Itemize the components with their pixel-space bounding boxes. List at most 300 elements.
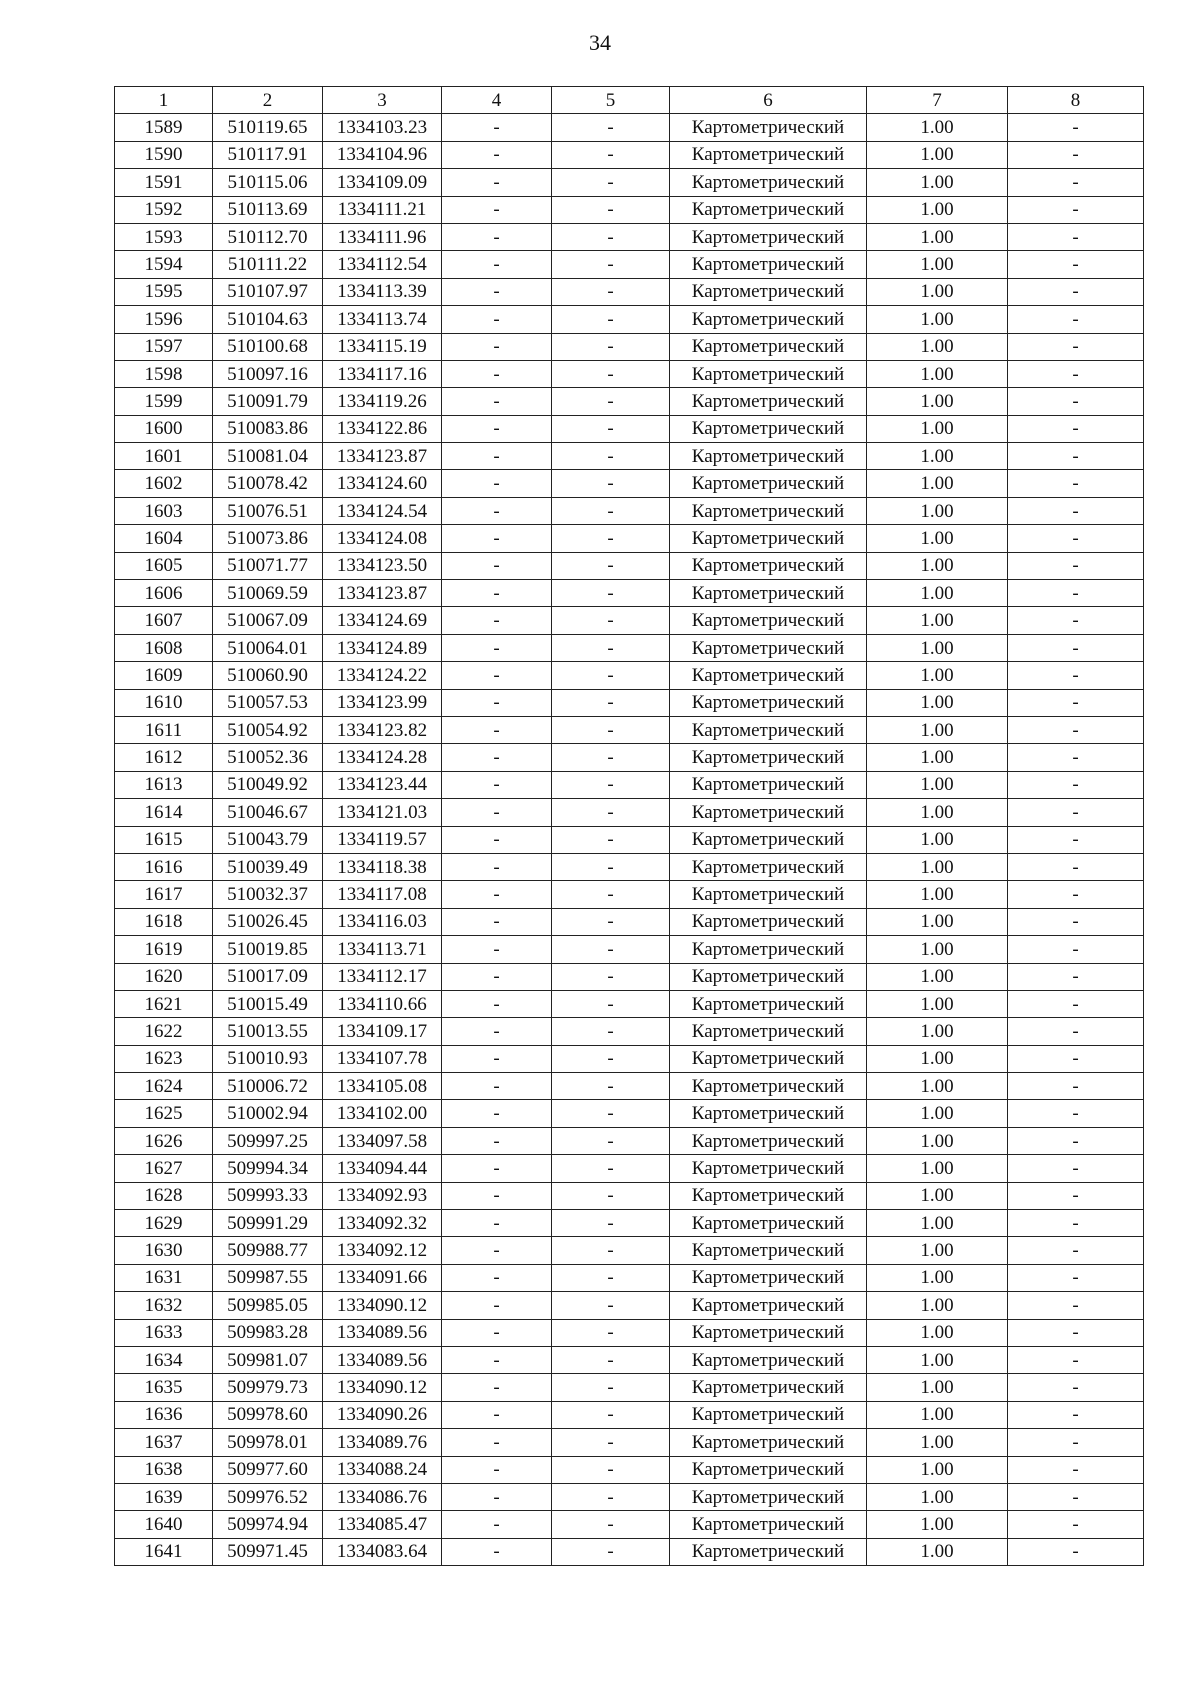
column-5-cell: - (552, 1401, 670, 1428)
method-cell: Картометрический (670, 251, 867, 278)
y-coordinate-cell: 1334113.71 (323, 936, 442, 963)
y-coordinate-cell: 1334089.56 (323, 1319, 442, 1346)
table-row (115, 1456, 1144, 1483)
x-coordinate-cell: 509971.45 (213, 1538, 323, 1565)
accuracy-cell: 1.00 (867, 1045, 1008, 1072)
accuracy-cell: 1.00 (867, 251, 1008, 278)
column-8-cell: - (1008, 388, 1144, 415)
column-4-cell: - (442, 360, 552, 387)
method-cell: Картометрический (670, 744, 867, 771)
accuracy-cell: 1.00 (867, 497, 1008, 524)
column-4-cell: - (442, 607, 552, 634)
y-coordinate-cell: 1334124.08 (323, 525, 442, 552)
column-4-cell: - (442, 1374, 552, 1401)
column-5-cell: - (552, 1127, 670, 1154)
column-8-cell: - (1008, 799, 1144, 826)
column-header: 2 (213, 87, 323, 114)
y-coordinate-cell: 1334118.38 (323, 853, 442, 880)
method-cell: Картометрический (670, 580, 867, 607)
table-row (115, 497, 1144, 524)
accuracy-cell: 1.00 (867, 1511, 1008, 1538)
x-coordinate-cell: 510015.49 (213, 990, 323, 1017)
column-5-cell: - (552, 470, 670, 497)
accuracy-cell: 1.00 (867, 1018, 1008, 1045)
y-coordinate-cell: 1334115.19 (323, 333, 442, 360)
table-row (115, 744, 1144, 771)
column-5-cell: - (552, 114, 670, 141)
column-4-cell: - (442, 470, 552, 497)
column-4-cell: - (442, 1429, 552, 1456)
table-row (115, 333, 1144, 360)
y-coordinate-cell: 1334092.32 (323, 1210, 442, 1237)
point-number-cell: 1591 (115, 169, 213, 196)
y-coordinate-cell: 1334123.87 (323, 443, 442, 470)
point-number-cell: 1601 (115, 443, 213, 470)
x-coordinate-cell: 510060.90 (213, 662, 323, 689)
column-4-cell: - (442, 799, 552, 826)
column-5-cell: - (552, 1073, 670, 1100)
column-5-cell: - (552, 1483, 670, 1510)
method-cell: Картометрический (670, 689, 867, 716)
x-coordinate-cell: 510076.51 (213, 497, 323, 524)
accuracy-cell: 1.00 (867, 689, 1008, 716)
x-coordinate-cell: 510067.09 (213, 607, 323, 634)
column-8-cell: - (1008, 607, 1144, 634)
method-cell: Картометрический (670, 1237, 867, 1264)
method-cell: Картометрический (670, 1127, 867, 1154)
y-coordinate-cell: 1334124.54 (323, 497, 442, 524)
y-coordinate-cell: 1334119.26 (323, 388, 442, 415)
column-5-cell: - (552, 607, 670, 634)
method-cell: Картометрический (670, 169, 867, 196)
accuracy-cell: 1.00 (867, 1182, 1008, 1209)
x-coordinate-cell: 509974.94 (213, 1511, 323, 1538)
accuracy-cell: 1.00 (867, 196, 1008, 223)
method-cell: Картометрический (670, 1100, 867, 1127)
column-4-cell: - (442, 1319, 552, 1346)
point-number-cell: 1638 (115, 1456, 213, 1483)
method-cell: Картометрический (670, 1073, 867, 1100)
column-4-cell: - (442, 443, 552, 470)
point-number-cell: 1634 (115, 1346, 213, 1373)
accuracy-cell: 1.00 (867, 525, 1008, 552)
column-4-cell: - (442, 1155, 552, 1182)
y-coordinate-cell: 1334091.66 (323, 1264, 442, 1291)
table-row (115, 470, 1144, 497)
column-5-cell: - (552, 360, 670, 387)
table-row (115, 1237, 1144, 1264)
column-8-cell: - (1008, 908, 1144, 935)
x-coordinate-cell: 510112.70 (213, 223, 323, 250)
table-row (115, 826, 1144, 853)
table-row (115, 1018, 1144, 1045)
y-coordinate-cell: 1334090.26 (323, 1401, 442, 1428)
accuracy-cell: 1.00 (867, 223, 1008, 250)
table-row (115, 1182, 1144, 1209)
column-5-cell: - (552, 936, 670, 963)
y-coordinate-cell: 1334124.89 (323, 634, 442, 661)
table-row (115, 114, 1144, 141)
y-coordinate-cell: 1334117.08 (323, 881, 442, 908)
x-coordinate-cell: 509988.77 (213, 1237, 323, 1264)
column-5-cell: - (552, 278, 670, 305)
y-coordinate-cell: 1334097.58 (323, 1127, 442, 1154)
column-5-cell: - (552, 306, 670, 333)
method-cell: Картометрический (670, 853, 867, 880)
column-8-cell: - (1008, 963, 1144, 990)
x-coordinate-cell: 510071.77 (213, 552, 323, 579)
page-number: 34 (589, 30, 611, 55)
column-4-cell: - (442, 1018, 552, 1045)
point-number-cell: 1613 (115, 771, 213, 798)
column-5-cell: - (552, 1374, 670, 1401)
table-row (115, 1210, 1144, 1237)
column-4-cell: - (442, 1182, 552, 1209)
point-number-cell: 1623 (115, 1045, 213, 1072)
column-8-cell: - (1008, 1100, 1144, 1127)
table-row (115, 936, 1144, 963)
column-4-cell: - (442, 251, 552, 278)
column-header: 1 (115, 87, 213, 114)
x-coordinate-cell: 510017.09 (213, 963, 323, 990)
accuracy-cell: 1.00 (867, 990, 1008, 1017)
accuracy-cell: 1.00 (867, 1100, 1008, 1127)
method-cell: Картометрический (670, 1319, 867, 1346)
x-coordinate-cell: 509987.55 (213, 1264, 323, 1291)
column-5-cell: - (552, 771, 670, 798)
x-coordinate-cell: 510117.91 (213, 141, 323, 168)
table-row (115, 443, 1144, 470)
x-coordinate-cell: 509994.34 (213, 1155, 323, 1182)
column-4-cell: - (442, 169, 552, 196)
column-8-cell: - (1008, 771, 1144, 798)
y-coordinate-cell: 1334123.99 (323, 689, 442, 716)
column-4-cell: - (442, 771, 552, 798)
x-coordinate-cell: 509985.05 (213, 1292, 323, 1319)
x-coordinate-cell: 510046.67 (213, 799, 323, 826)
table-row (115, 662, 1144, 689)
point-number-cell: 1630 (115, 1237, 213, 1264)
column-4-cell: - (442, 936, 552, 963)
y-coordinate-cell: 1334085.47 (323, 1511, 442, 1538)
coordinates-table (114, 86, 1144, 1566)
method-cell: Картометрический (670, 716, 867, 743)
column-8-cell: - (1008, 196, 1144, 223)
point-number-cell: 1607 (115, 607, 213, 634)
column-4-cell: - (442, 1264, 552, 1291)
accuracy-cell: 1.00 (867, 1127, 1008, 1154)
column-8-cell: - (1008, 634, 1144, 661)
point-number-cell: 1617 (115, 881, 213, 908)
x-coordinate-cell: 510097.16 (213, 360, 323, 387)
column-5-cell: - (552, 1237, 670, 1264)
column-5-cell: - (552, 443, 670, 470)
column-5-cell: - (552, 1182, 670, 1209)
column-8-cell: - (1008, 1456, 1144, 1483)
accuracy-cell: 1.00 (867, 1073, 1008, 1100)
accuracy-cell: 1.00 (867, 607, 1008, 634)
point-number-cell: 1622 (115, 1018, 213, 1045)
column-8-cell: - (1008, 443, 1144, 470)
x-coordinate-cell: 510100.68 (213, 333, 323, 360)
point-number-cell: 1625 (115, 1100, 213, 1127)
column-4-cell: - (442, 662, 552, 689)
method-cell: Картометрический (670, 306, 867, 333)
point-number-cell: 1606 (115, 580, 213, 607)
column-8-cell: - (1008, 1483, 1144, 1510)
x-coordinate-cell: 510078.42 (213, 470, 323, 497)
column-5-cell: - (552, 525, 670, 552)
method-cell: Картометрический (670, 1429, 867, 1456)
table-row (115, 771, 1144, 798)
table-row (115, 580, 1144, 607)
y-coordinate-cell: 1334092.12 (323, 1237, 442, 1264)
y-coordinate-cell: 1334124.22 (323, 662, 442, 689)
x-coordinate-cell: 509979.73 (213, 1374, 323, 1401)
table-header-row (115, 87, 1144, 114)
table-row (115, 1073, 1144, 1100)
table-row (115, 141, 1144, 168)
column-8-cell: - (1008, 360, 1144, 387)
column-header: 3 (323, 87, 442, 114)
column-5-cell: - (552, 1456, 670, 1483)
y-coordinate-cell: 1334124.28 (323, 744, 442, 771)
column-4-cell: - (442, 826, 552, 853)
x-coordinate-cell: 510081.04 (213, 443, 323, 470)
column-8-cell: - (1008, 251, 1144, 278)
column-5-cell: - (552, 634, 670, 661)
point-number-cell: 1611 (115, 716, 213, 743)
accuracy-cell: 1.00 (867, 1374, 1008, 1401)
point-number-cell: 1594 (115, 251, 213, 278)
x-coordinate-cell: 510039.49 (213, 853, 323, 880)
y-coordinate-cell: 1334123.87 (323, 580, 442, 607)
method-cell: Картометрический (670, 1292, 867, 1319)
column-8-cell: - (1008, 1127, 1144, 1154)
method-cell: Картометрический (670, 141, 867, 168)
y-coordinate-cell: 1334123.44 (323, 771, 442, 798)
x-coordinate-cell: 510064.01 (213, 634, 323, 661)
method-cell: Картометрический (670, 552, 867, 579)
point-number-cell: 1599 (115, 388, 213, 415)
x-coordinate-cell: 509991.29 (213, 1210, 323, 1237)
x-coordinate-cell: 510104.63 (213, 306, 323, 333)
accuracy-cell: 1.00 (867, 908, 1008, 935)
table-row (115, 799, 1144, 826)
column-5-cell: - (552, 799, 670, 826)
table-row (115, 634, 1144, 661)
accuracy-cell: 1.00 (867, 114, 1008, 141)
column-5-cell: - (552, 853, 670, 880)
column-5-cell: - (552, 169, 670, 196)
column-5-cell: - (552, 251, 670, 278)
y-coordinate-cell: 1334086.76 (323, 1483, 442, 1510)
table-row (115, 1100, 1144, 1127)
table-row (115, 881, 1144, 908)
y-coordinate-cell: 1334122.86 (323, 415, 442, 442)
point-number-cell: 1597 (115, 333, 213, 360)
column-8-cell: - (1008, 1429, 1144, 1456)
point-number-cell: 1616 (115, 853, 213, 880)
table-row (115, 853, 1144, 880)
column-5-cell: - (552, 963, 670, 990)
table-row (115, 525, 1144, 552)
method-cell: Картометрический (670, 1374, 867, 1401)
column-5-cell: - (552, 141, 670, 168)
y-coordinate-cell: 1334117.16 (323, 360, 442, 387)
column-header: 5 (552, 87, 670, 114)
x-coordinate-cell: 509978.60 (213, 1401, 323, 1428)
column-4-cell: - (442, 415, 552, 442)
method-cell: Картометрический (670, 1456, 867, 1483)
y-coordinate-cell: 1334089.76 (323, 1429, 442, 1456)
point-number-cell: 1624 (115, 1073, 213, 1100)
column-8-cell: - (1008, 1346, 1144, 1373)
column-8-cell: - (1008, 1210, 1144, 1237)
y-coordinate-cell: 1334104.96 (323, 141, 442, 168)
column-8-cell: - (1008, 497, 1144, 524)
point-number-cell: 1602 (115, 470, 213, 497)
y-coordinate-cell: 1334090.12 (323, 1374, 442, 1401)
y-coordinate-cell: 1334107.78 (323, 1045, 442, 1072)
column-8-cell: - (1008, 689, 1144, 716)
column-8-cell: - (1008, 525, 1144, 552)
column-5-cell: - (552, 826, 670, 853)
point-number-cell: 1632 (115, 1292, 213, 1319)
column-8-cell: - (1008, 333, 1144, 360)
column-8-cell: - (1008, 1292, 1144, 1319)
method-cell: Картометрический (670, 1538, 867, 1565)
table-row (115, 169, 1144, 196)
method-cell: Картометрический (670, 908, 867, 935)
method-cell: Картометрический (670, 799, 867, 826)
column-4-cell: - (442, 278, 552, 305)
column-4-cell: - (442, 689, 552, 716)
method-cell: Картометрический (670, 360, 867, 387)
x-coordinate-cell: 510006.72 (213, 1073, 323, 1100)
point-number-cell: 1605 (115, 552, 213, 579)
column-8-cell: - (1008, 1155, 1144, 1182)
x-coordinate-cell: 510119.65 (213, 114, 323, 141)
column-4-cell: - (442, 1483, 552, 1510)
accuracy-cell: 1.00 (867, 881, 1008, 908)
accuracy-cell: 1.00 (867, 853, 1008, 880)
method-cell: Картометрический (670, 196, 867, 223)
table-row (115, 1511, 1144, 1538)
table-row (115, 1292, 1144, 1319)
x-coordinate-cell: 510032.37 (213, 881, 323, 908)
column-4-cell: - (442, 881, 552, 908)
column-5-cell: - (552, 1429, 670, 1456)
accuracy-cell: 1.00 (867, 552, 1008, 579)
column-5-cell: - (552, 990, 670, 1017)
y-coordinate-cell: 1334121.03 (323, 799, 442, 826)
x-coordinate-cell: 510049.92 (213, 771, 323, 798)
method-cell: Картометрический (670, 333, 867, 360)
column-5-cell: - (552, 333, 670, 360)
table-row (115, 1155, 1144, 1182)
x-coordinate-cell: 510069.59 (213, 580, 323, 607)
table-row (115, 1538, 1144, 1565)
x-coordinate-cell: 510107.97 (213, 278, 323, 305)
point-number-cell: 1635 (115, 1374, 213, 1401)
column-5-cell: - (552, 1346, 670, 1373)
column-4-cell: - (442, 963, 552, 990)
column-5-cell: - (552, 1155, 670, 1182)
y-coordinate-cell: 1334113.39 (323, 278, 442, 305)
column-8-cell: - (1008, 1264, 1144, 1291)
method-cell: Картометрический (670, 443, 867, 470)
point-number-cell: 1598 (115, 360, 213, 387)
column-5-cell: - (552, 223, 670, 250)
point-number-cell: 1627 (115, 1155, 213, 1182)
column-5-cell: - (552, 1210, 670, 1237)
x-coordinate-cell: 510111.22 (213, 251, 323, 278)
table-row (115, 1429, 1144, 1456)
column-5-cell: - (552, 908, 670, 935)
table-row (115, 1319, 1144, 1346)
column-4-cell: - (442, 634, 552, 661)
point-number-cell: 1639 (115, 1483, 213, 1510)
point-number-cell: 1593 (115, 223, 213, 250)
accuracy-cell: 1.00 (867, 1264, 1008, 1291)
method-cell: Картометрический (670, 662, 867, 689)
x-coordinate-cell: 510002.94 (213, 1100, 323, 1127)
method-cell: Картометрический (670, 990, 867, 1017)
point-number-cell: 1618 (115, 908, 213, 935)
column-5-cell: - (552, 1319, 670, 1346)
x-coordinate-cell: 510019.85 (213, 936, 323, 963)
method-cell: Картометрический (670, 1264, 867, 1291)
method-cell: Картометрический (670, 388, 867, 415)
method-cell: Картометрический (670, 1483, 867, 1510)
point-number-cell: 1621 (115, 990, 213, 1017)
y-coordinate-cell: 1334119.57 (323, 826, 442, 853)
column-4-cell: - (442, 1210, 552, 1237)
point-number-cell: 1589 (115, 114, 213, 141)
column-4-cell: - (442, 580, 552, 607)
table-row (115, 223, 1144, 250)
y-coordinate-cell: 1334124.69 (323, 607, 442, 634)
y-coordinate-cell: 1334089.56 (323, 1346, 442, 1373)
x-coordinate-cell: 509978.01 (213, 1429, 323, 1456)
method-cell: Картометрический (670, 607, 867, 634)
x-coordinate-cell: 510054.92 (213, 716, 323, 743)
y-coordinate-cell: 1334123.82 (323, 716, 442, 743)
column-8-cell: - (1008, 552, 1144, 579)
method-cell: Картометрический (670, 1182, 867, 1209)
x-coordinate-cell: 510113.69 (213, 196, 323, 223)
point-number-cell: 1590 (115, 141, 213, 168)
x-coordinate-cell: 510010.93 (213, 1045, 323, 1072)
accuracy-cell: 1.00 (867, 306, 1008, 333)
y-coordinate-cell: 1334110.66 (323, 990, 442, 1017)
accuracy-cell: 1.00 (867, 278, 1008, 305)
column-8-cell: - (1008, 1045, 1144, 1072)
column-4-cell: - (442, 497, 552, 524)
column-8-cell: - (1008, 470, 1144, 497)
column-5-cell: - (552, 497, 670, 524)
column-4-cell: - (442, 1401, 552, 1428)
point-number-cell: 1640 (115, 1511, 213, 1538)
x-coordinate-cell: 509977.60 (213, 1456, 323, 1483)
column-5-cell: - (552, 662, 670, 689)
column-4-cell: - (442, 141, 552, 168)
column-4-cell: - (442, 908, 552, 935)
column-8-cell: - (1008, 881, 1144, 908)
point-number-cell: 1610 (115, 689, 213, 716)
method-cell: Картометрический (670, 881, 867, 908)
